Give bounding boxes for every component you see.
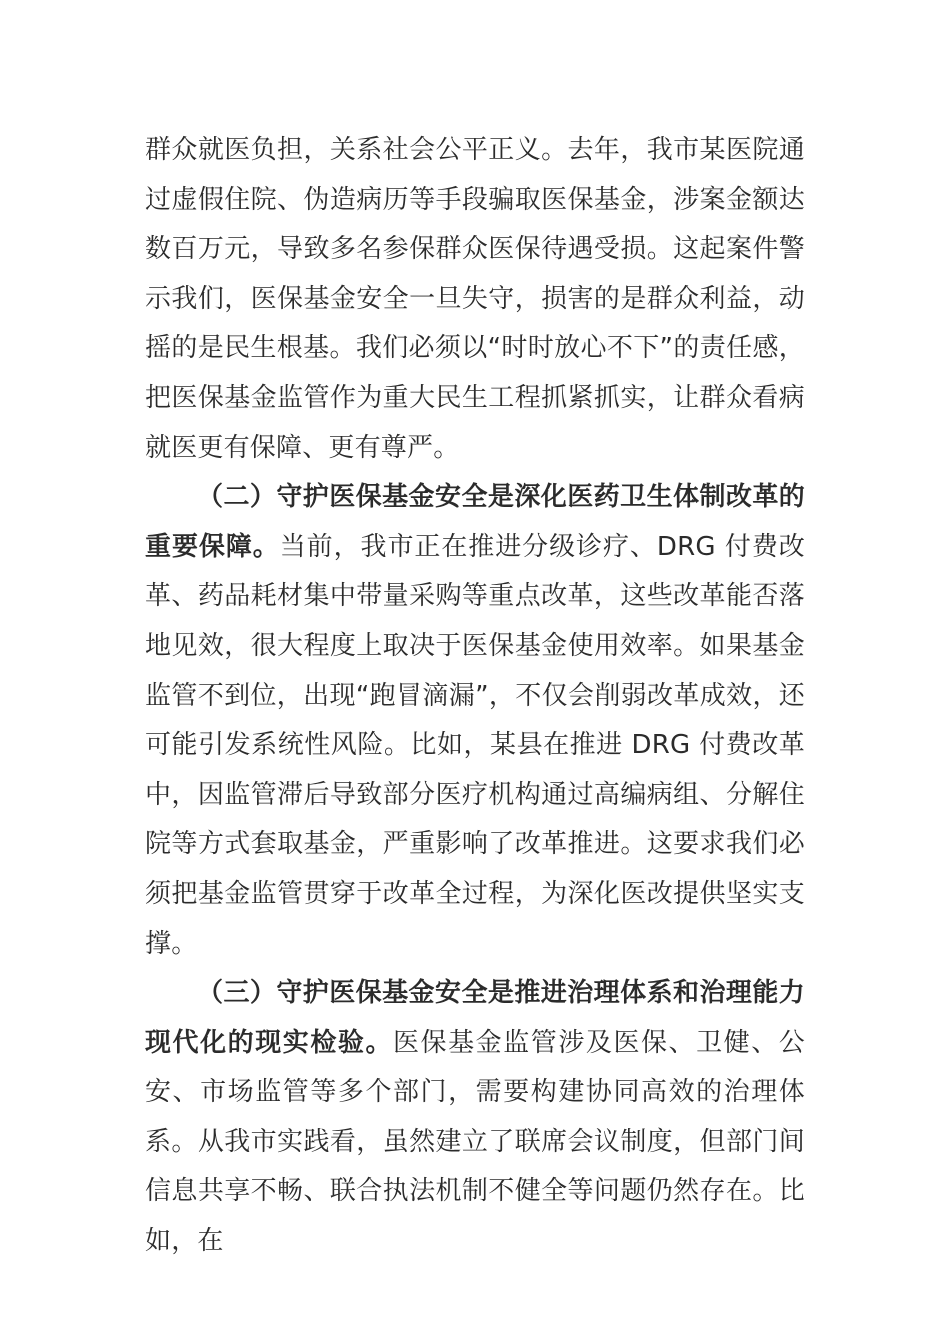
paragraph-3 xyxy=(145,969,805,1267)
paragraph-3-heading: （三）守护医保基金安全是推进治理体系和治理能力现代化的现实检验。 xyxy=(145,978,805,1058)
paragraph-2 xyxy=(145,473,805,969)
paragraph-1-text: 群众就医负担，关系社会公平正义。去年，我市某医院通过虚假住院、伪造病历等手段骗取医保基金，涉案金额达数百万元，导致多名参保群众医保待遇受损。这起案件警示我们，医保基金安全一旦失守，损害的是群众利益，动摇的是民生根基。我们必须以“时时放心不下”的责任感，把医保基金监管作为重大民生工程抓紧抓实，让群众看病就医更有保障、更有尊严。 xyxy=(145,135,805,463)
document-body xyxy=(145,126,805,1267)
paragraph-1 xyxy=(145,126,805,473)
paragraph-2-heading: （二）守护医保基金安全是深化医药卫生体制改革的重要保障。 xyxy=(145,482,805,562)
paragraph-3-text: 医保基金监管涉及医保、卫健、公安、市场监管等多个部门，需要构建协同高效的治理体系。从我市实践看，虽然建立了联席会议制度，但部门间信息共享不畅、联合执法机制不健全等问题仍然存在。比如，在 xyxy=(145,1027,805,1257)
paragraph-2-text: 当前，我市正在推进分级诊疗、DRG 付费改革、药品耗材集中带量采购等重点改革，这些改革能否落地见效，很大程度上取决于医保基金使用效率。如果基金监管不到位，出现“跑冒滴漏”，不仅会削弱改革成效，还可能引发系统性风险。比如，某县在推进 DRG 付费改革中，因监管滞后导致部分医疗机构通过高编病组、分解住院等方式套取基金，严重影响了改革推进。这要求我们必须把基金监管贯穿于改革全过程，为深化医改提供坚实支撑。 xyxy=(145,531,805,959)
